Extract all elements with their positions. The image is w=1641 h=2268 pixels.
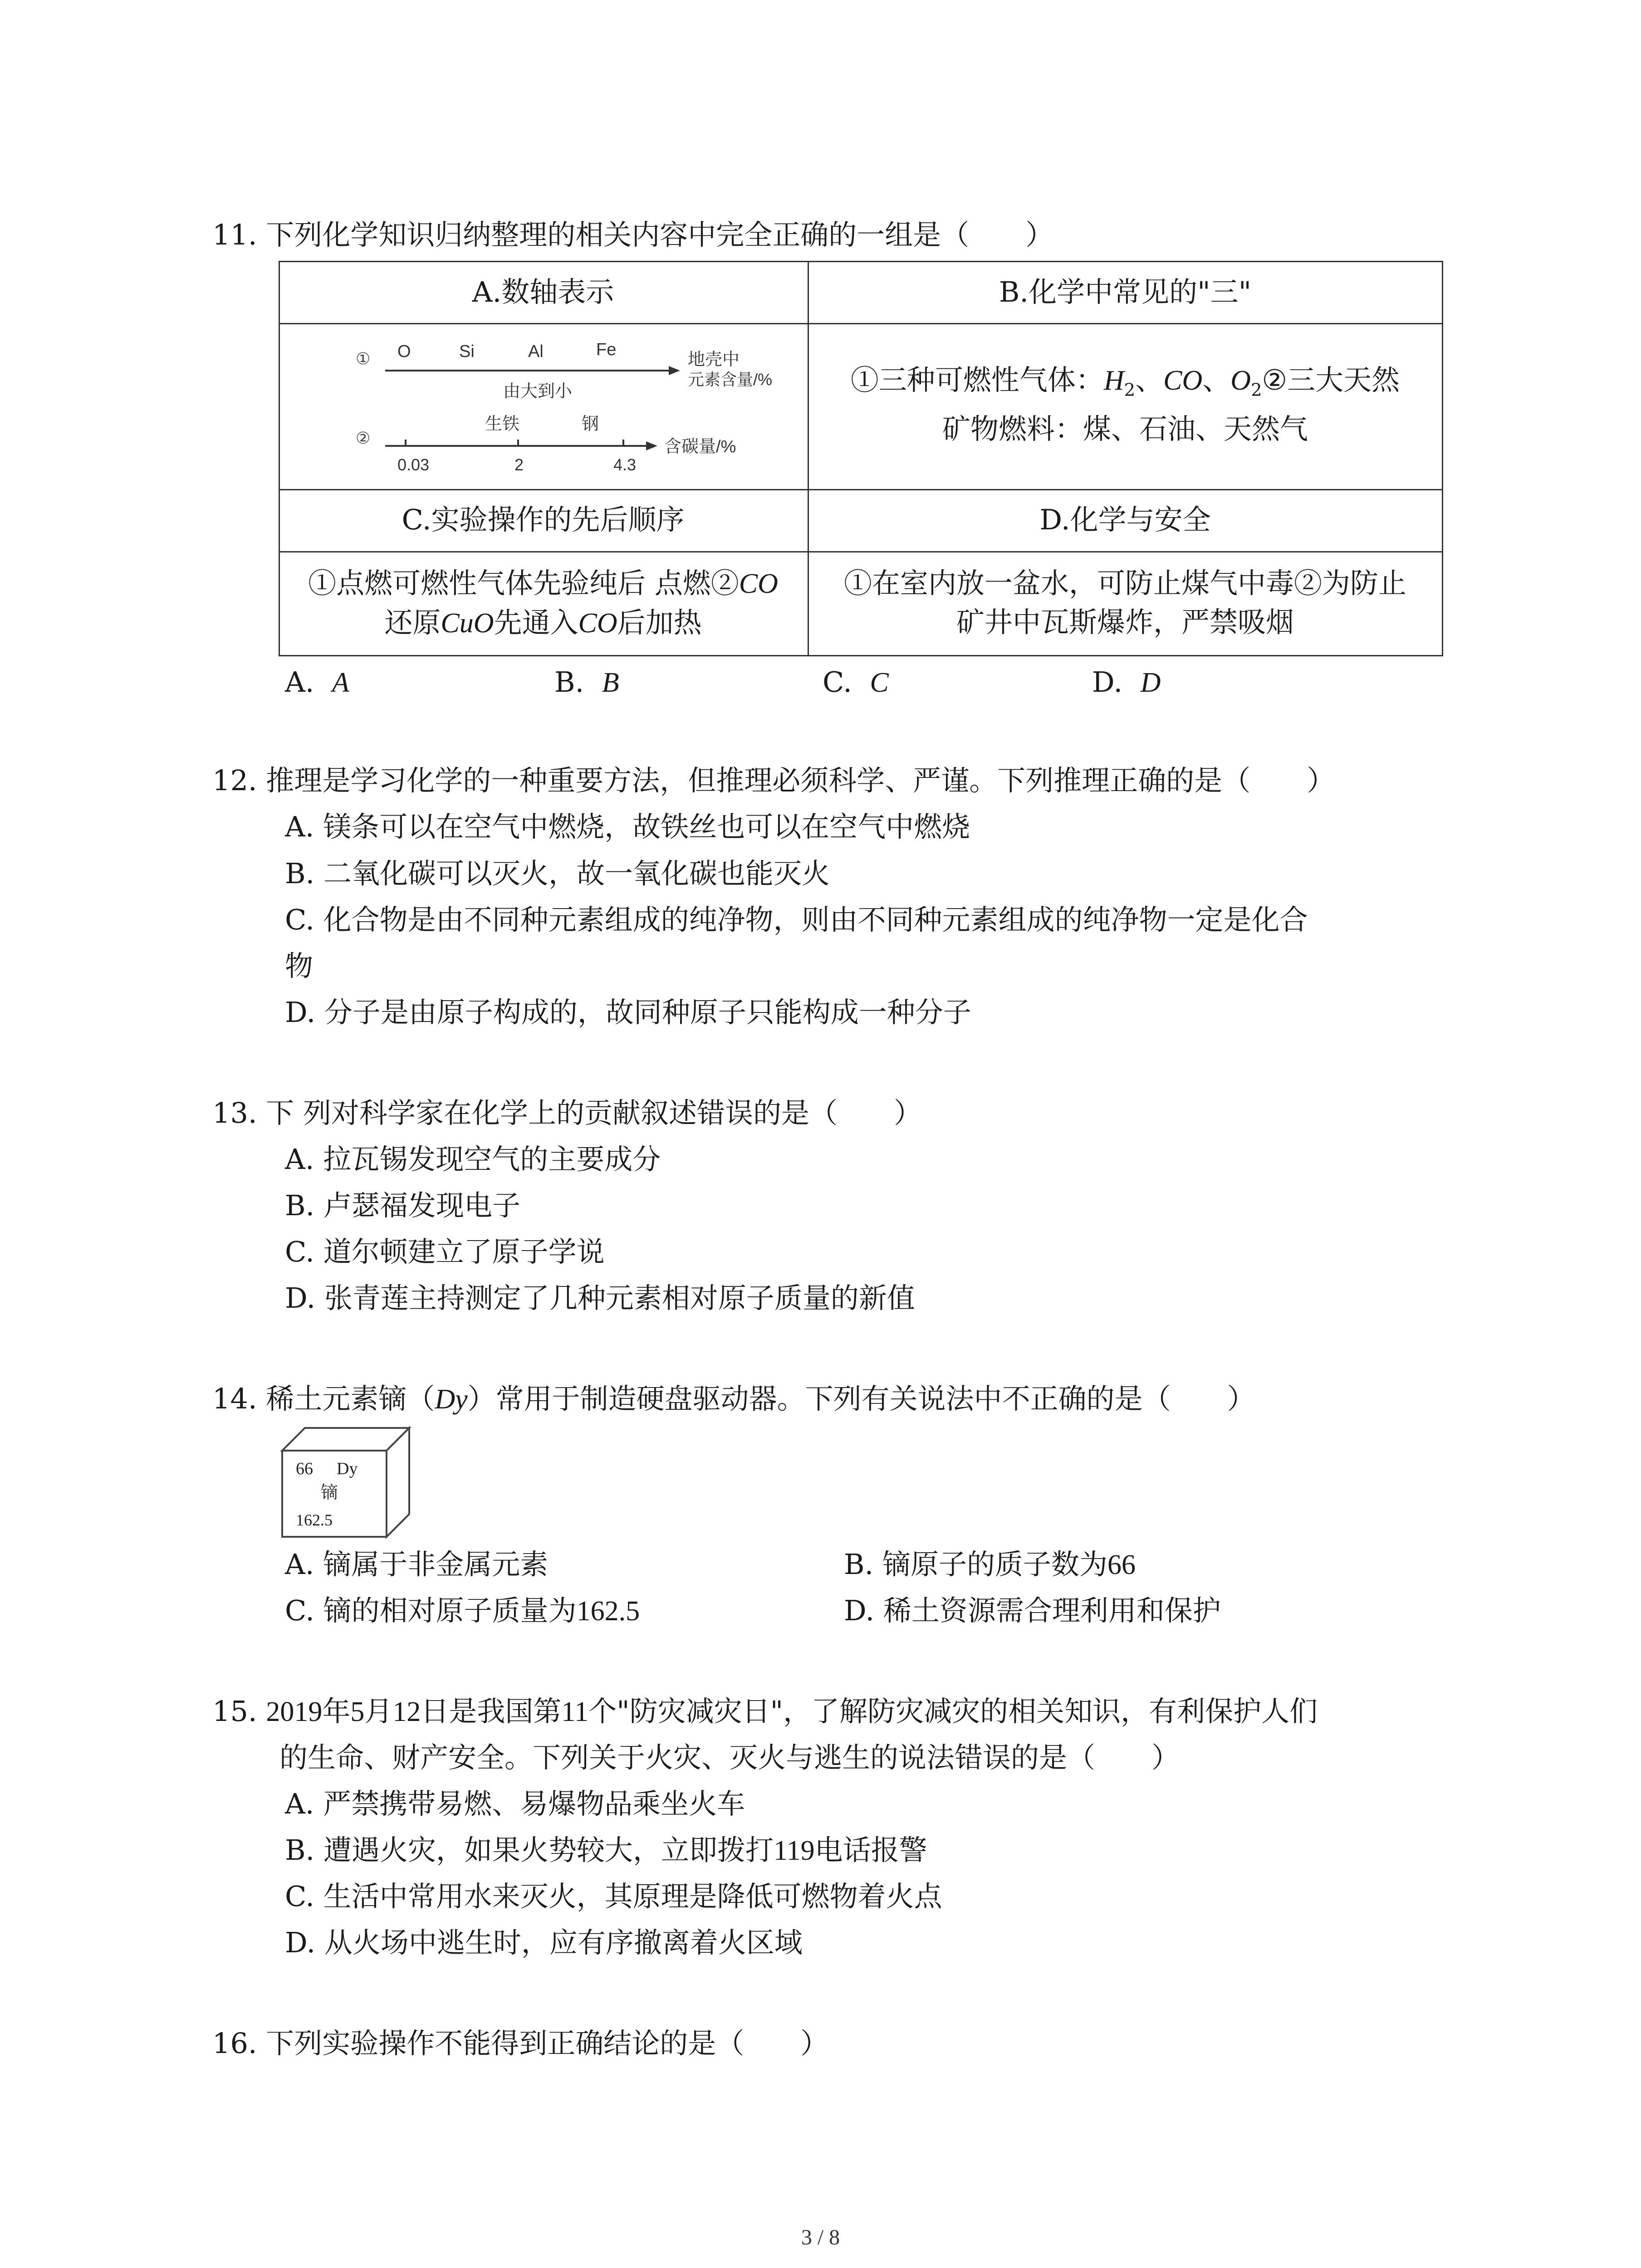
- q13-option-c[interactable]: C. 道尔顿建立了原子学说: [285, 1235, 605, 1268]
- page-number: 3 / 8: [801, 2225, 840, 2249]
- number-axis-diagram: [347, 329, 773, 474]
- element-cube-svg: [278, 1423, 414, 1541]
- cell-d-header: D.化学与安全: [1039, 503, 1211, 536]
- subscript: 2: [1251, 380, 1262, 401]
- number: 66: [1107, 1549, 1136, 1580]
- table-border-bottom: [279, 655, 1443, 656]
- axis1-arrow-label: 由大到小: [503, 382, 573, 401]
- q12-option-b[interactable]: B. 二氧化碳可以灭火，故一氧化碳也能灭火: [285, 857, 830, 890]
- formula-co: CO: [578, 608, 617, 639]
- q14-option-c[interactable]: [285, 1594, 640, 1627]
- number: 12: [392, 1696, 421, 1727]
- axis1-arrowhead: [669, 366, 680, 375]
- text: 、: [1135, 363, 1164, 396]
- cell-b-header: B.化学中常见的"三": [999, 275, 1252, 308]
- cell-b-content: [808, 361, 1443, 449]
- cell-c-line2: [279, 603, 808, 643]
- number: 5: [350, 1696, 365, 1727]
- q12-option-a[interactable]: A. 镁条可以在空气中燃烧，故铁丝也可以在空气中燃烧: [285, 810, 970, 843]
- axis1-label-si: Si: [459, 342, 475, 361]
- option-letter: B.: [554, 665, 584, 699]
- table-divider: [279, 551, 1443, 552]
- q12-stem: 12. 推理是学习化学的一种重要方法，但推理必须科学、严谨。下列推理正确的是（ ）: [212, 764, 1335, 797]
- text: 年: [322, 1695, 351, 1728]
- q13-stem: 13. 下 列对科学家在化学上的贡献叙述错误的是（ ）: [212, 1096, 922, 1129]
- q13-option-d[interactable]: D. 张青莲主持测定了几种元素相对原子质量的新值: [285, 1281, 915, 1315]
- formula-cuo: CuO: [441, 608, 494, 639]
- text: 日是我国第: [421, 1695, 562, 1728]
- option-letter: D.: [1092, 665, 1123, 699]
- axis2-tick-label: 2: [514, 455, 524, 474]
- text: ②三大天然: [1262, 363, 1400, 396]
- axis2-circle: ②: [356, 429, 371, 447]
- q12-option-c[interactable]: C. 化合物是由不同种元素组成的纯净物，则由不同种元素组成的纯净物一定是化合: [285, 903, 1308, 936]
- axis2-label-pig-iron: 生铁: [485, 415, 520, 434]
- q13-option-b[interactable]: B. 卢瑟福发现电子: [285, 1189, 520, 1222]
- axis1-label-fe: Fe: [596, 340, 617, 359]
- text: ①三种可燃性气体：: [850, 363, 1104, 396]
- cube-symbol: Dy: [337, 1459, 358, 1478]
- text: 还原: [384, 606, 441, 639]
- axis1-label-o: O: [397, 342, 411, 361]
- q15-stem-line2: 的生命、财产安全。下列关于火灾、灭火与逃生的说法错误的是（ ）: [279, 1741, 1180, 1774]
- axis1-right-label: 地壳中: [688, 350, 740, 369]
- formula-co: CO: [1163, 365, 1203, 396]
- element-cube-diagram: [278, 1423, 414, 1541]
- text: 月: [364, 1695, 393, 1728]
- text: 个"防灾减灾日"，了解防灾减灾的相关知识，有利保护人们: [588, 1695, 1318, 1728]
- cell-d-line2: 矿井中瓦斯爆炸，严禁吸烟: [956, 606, 1294, 639]
- axis2-tick-label: 4.3: [613, 455, 637, 474]
- q11-option-c[interactable]: [823, 665, 889, 699]
- number: 162.5: [576, 1596, 640, 1627]
- axis2-right-label: 含碳量/%: [664, 437, 736, 456]
- formula-h2: H: [1103, 365, 1124, 396]
- number: 119: [773, 1835, 815, 1866]
- cube-atomic-number: 66: [296, 1459, 313, 1478]
- text: 14. 稀土元素镝（: [212, 1382, 435, 1415]
- text: 、: [1202, 363, 1231, 396]
- q14-stem: [212, 1382, 1255, 1415]
- q15-option-c[interactable]: C. 生活中常用水来灭火，其原理是降低可燃物着火点: [285, 1880, 942, 1913]
- text: 电话报警: [814, 1833, 927, 1867]
- text: C. 镝的相对原子质量为: [285, 1594, 577, 1627]
- option-value: D: [1140, 667, 1161, 698]
- q11-option-a[interactable]: [285, 665, 349, 699]
- text: 后加热: [617, 606, 702, 639]
- cell-c-line1: [279, 564, 808, 603]
- q13-option-a[interactable]: A. 拉瓦锡发现空气的主要成分: [285, 1143, 661, 1176]
- option-value: A: [332, 667, 349, 698]
- cell-b-line2: 矿物燃料：煤、石油、天然气: [942, 412, 1308, 446]
- q11-option-b[interactable]: [554, 665, 619, 699]
- text: B. 镝原子的质子数为: [844, 1548, 1107, 1581]
- cube-element-name: 镝: [321, 1482, 338, 1502]
- text: 15.: [212, 1695, 266, 1728]
- q15-option-b[interactable]: [285, 1833, 927, 1867]
- table-divider: [279, 323, 1443, 324]
- q16-stem: 16. 下列实验操作不能得到正确结论的是（ ）: [212, 2027, 829, 2060]
- subscript: 2: [1124, 380, 1136, 401]
- axis1-label-al: Al: [528, 342, 544, 361]
- axis2-label-steel: 钢: [582, 415, 599, 434]
- number-axis-svg: [347, 329, 773, 474]
- formula-o2: O: [1230, 365, 1251, 396]
- text: ①点燃可燃性气体先验纯后 点燃②: [308, 567, 739, 600]
- q15-stem-line1: [212, 1697, 1318, 1726]
- text: 先通入: [494, 606, 578, 639]
- axis2-arrowhead: [646, 441, 657, 450]
- cube-atomic-mass: 162.5: [296, 1511, 333, 1529]
- q11-option-d[interactable]: [1092, 665, 1161, 699]
- table-border-top: [279, 261, 1443, 262]
- option-letter: C.: [823, 665, 852, 699]
- axis1-right-label2: 元素含量/%: [688, 370, 773, 389]
- q11-table: [279, 261, 1443, 656]
- cell-d-line1: ①在室内放一盆水，可防止煤气中毒②为防止: [843, 567, 1406, 600]
- cell-b-line1: [808, 361, 1443, 410]
- text: B. 遭遇火灾，如果火势较大，立即拨打: [285, 1833, 774, 1867]
- q12-option-c-continued: 物: [285, 949, 314, 982]
- cell-c-content: [279, 564, 808, 643]
- cell-d-content: [808, 564, 1443, 642]
- cell-a-header: A.数轴表示: [472, 275, 614, 308]
- q14-option-b[interactable]: [844, 1550, 1136, 1579]
- symbol-dy: Dy: [435, 1384, 468, 1415]
- cell-c-header: C.实验操作的先后顺序: [402, 503, 685, 536]
- q14-option-a[interactable]: A. 镝属于非金属元素: [285, 1548, 549, 1581]
- number: 2019: [266, 1696, 323, 1727]
- option-letter: A.: [285, 665, 314, 699]
- q15-option-d[interactable]: D. 从火场中逃生时，应有序撤离着火区域: [285, 1926, 803, 1959]
- formula-co: CO: [739, 568, 778, 599]
- axis2-tick-label: 0.03: [397, 455, 430, 474]
- number: 11: [561, 1696, 589, 1727]
- option-value: C: [870, 667, 889, 698]
- q11-stem: 11. 下列化学知识归纳整理的相关内容中完全正确的一组是（ ）: [212, 218, 1054, 251]
- table-divider: [279, 489, 1443, 490]
- q15-option-a[interactable]: A. 严禁携带易燃、易爆物品乘坐火车: [285, 1787, 745, 1820]
- q14-option-d[interactable]: D. 稀土资源需合理利用和保护: [844, 1594, 1221, 1627]
- axis1-circle: ①: [356, 349, 371, 368]
- option-value: B: [602, 667, 619, 698]
- text: ）常用于制造硬盘驱动器。下列有关说法中不正确的是（ ）: [467, 1382, 1255, 1415]
- q12-option-d[interactable]: D. 分子是由原子构成的，故同种原子只能构成一种分子: [285, 996, 971, 1029]
